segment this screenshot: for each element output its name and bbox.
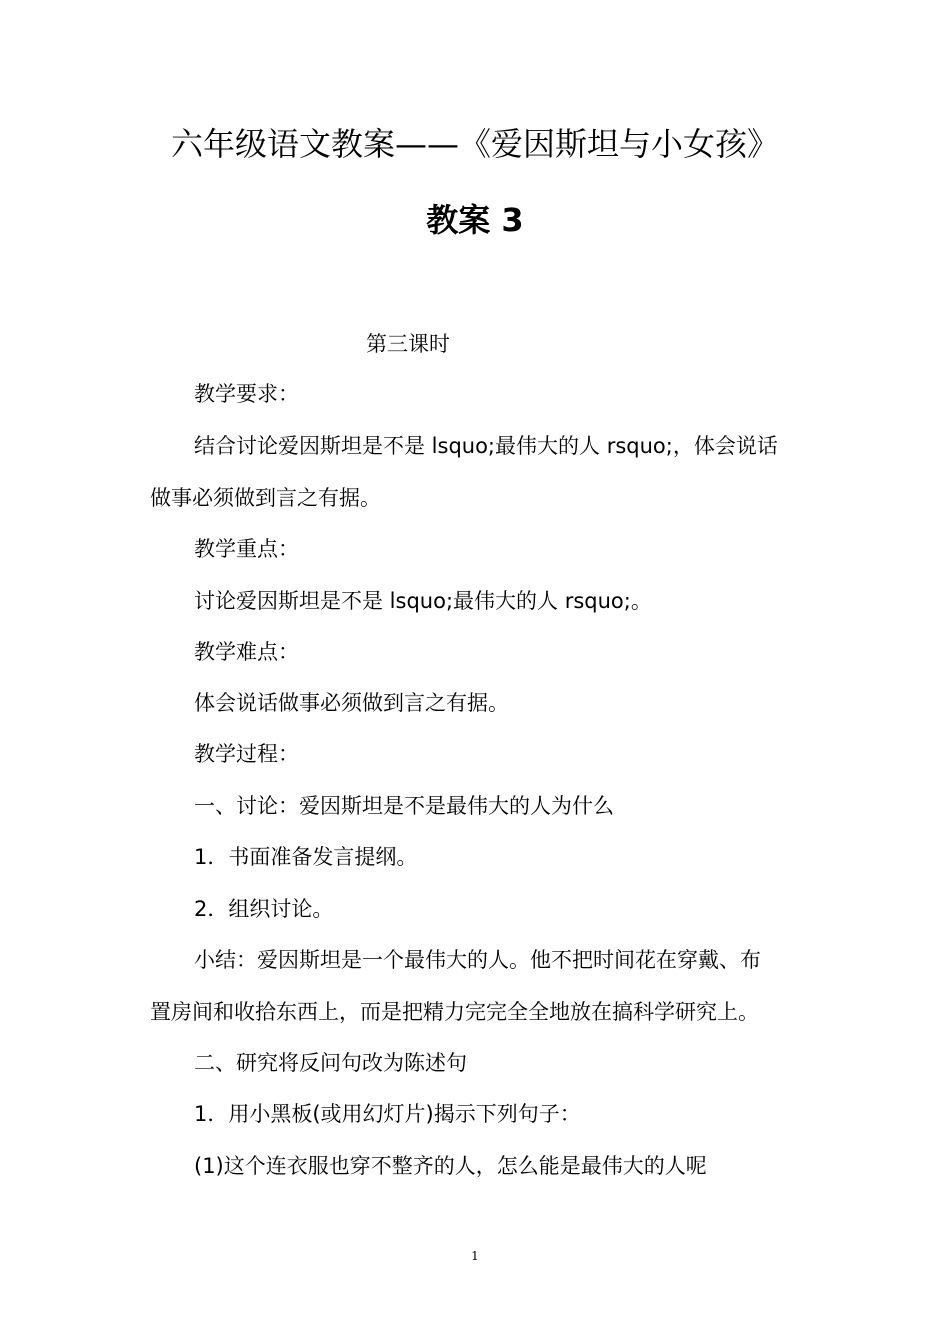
paragraph-requirements-line-2: 做事必须做到言之有据。	[150, 486, 381, 510]
paragraph-difficulties-heading: 教学难点：	[194, 640, 299, 664]
paragraph-section-two: 二、研究将反问句改为陈述句	[194, 1051, 467, 1075]
paragraph-step-1: 1．书面准备发言提纲。	[194, 845, 418, 869]
paragraph-requirements-line-1: 结合讨论爱因斯坦是不是 lsquo;最伟大的人 rsquo;，体会说话	[194, 434, 778, 458]
paragraph-sentence-1: (1)这个连衣服也穿不整齐的人，怎么能是最伟大的人呢	[194, 1154, 707, 1178]
paragraph-difficulties-text: 体会说话做事必须做到言之有据。	[194, 691, 509, 715]
paragraph-summary-line-2: 置房间和收拾东西上，而是把精力完完全全地放在搞科学研究上。	[150, 1000, 759, 1024]
paragraph-section-one: 一、讨论：爱因斯坦是不是最伟大的人为什么	[194, 794, 614, 818]
paragraph-key-points-text: 讨论爱因斯坦是不是 lsquo;最伟大的人 rsquo;。	[194, 589, 652, 613]
lesson-subtitle: 第三课时	[366, 332, 450, 356]
paragraph-summary-line-1: 小结：爱因斯坦是一个最伟大的人。他不把时间花在穿戴、布	[194, 948, 761, 972]
paragraph-step-2: 2．组织讨论。	[194, 897, 334, 921]
paragraph-teaching-requirements-heading: 教学要求：	[194, 382, 299, 406]
document-title-line-1: 六年级语文教案——《爱因斯坦与小女孩》	[170, 125, 779, 163]
paragraph-process-heading: 教学过程：	[194, 742, 299, 766]
paragraph-key-points-heading: 教学重点：	[194, 537, 299, 561]
document-title-line-2: 教案 3	[426, 201, 524, 239]
paragraph-section-two-step-1: 1．用小黑板(或用幻灯片)揭示下列句子：	[194, 1102, 581, 1126]
page-number: 1	[471, 1249, 479, 1263]
